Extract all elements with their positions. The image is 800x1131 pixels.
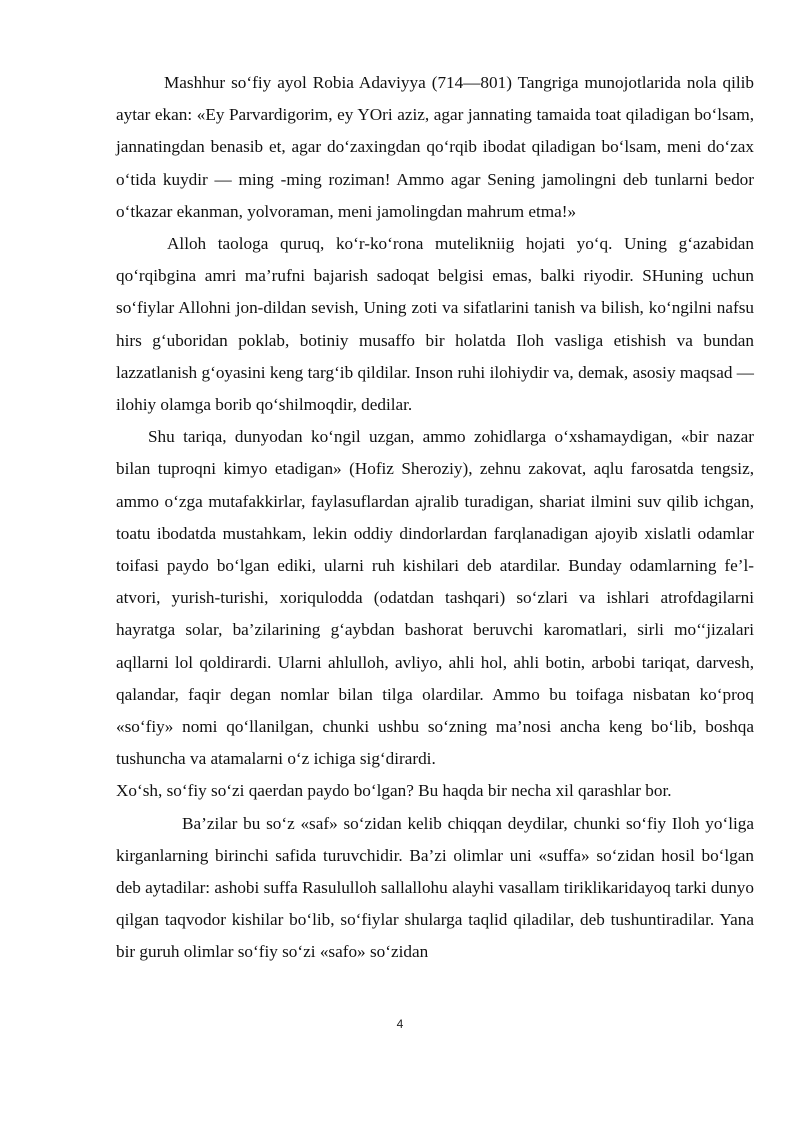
page-number: 4: [396, 1017, 404, 1031]
paragraph-robia-adaviyya: Mashhur so‘fiy ayol Robia Adaviyya (714—801) Tangriga munojotlarida nola qilib aytar ekan: «Ey Parvardigorim, ey YOri aziz, agar jannating tamaida toat qiladigan bo‘lsam, jannatingdan benasib et, agar do‘zaxingdan qo‘rqib ibodat qiladigan bo‘lsam, meni do‘zax o‘tida kuydir — ming -ming roziman! Ammo agar Sening jamolingni deb tunlarni bedor o‘tkazar ekanman, yolvoraman, meni jamolingdan mahrum etma!»: [116, 73, 754, 221]
paragraph-alloh-taologa: Alloh taologa quruq, ko‘r-ko‘rona mutelikniig hojati yo‘q. Uning g‘azabidan qo‘rqibgina amri ma’rufni bajarish sadoqat belgisi emas, balki riyodir. SHuning uchun so‘fiylar Allohni jon-dildan sevish, Uning zoti va sifatlarini tanish va bilish, ko‘ngilni nafsu hirs g‘uboridan poklab, botiniy musaffo bir holatda Iloh vasliga etishish va bundan lazzatlanish g‘oyasini keng targ‘ib qildilar. Inson ruhi ilohiydir va, demak, asosiy maqsad — ilohiy olamga borib qo‘shilmoqdir, dedilar.: [116, 234, 754, 415]
body-text: [116, 67, 754, 969]
paragraph-shu-tariqa: Shu tariqa, dunyodan ko‘ngil uzgan, ammo zohidlarga o‘xshamaydigan, «bir nazar bilan tuproqni kimyo etadigan» (Hofiz Sheroziy), zehnu zakovat, aqlu farosatda tengsiz, ammo o‘zga mutafakkirlar, faylasuflardan ajralib turadigan, shariat ilmini suv qilib ichgan, toatu ibodatda mustahkam, lekin oddiy dindorlardan farqlanadigan ajoyib xislatli odamlar toifasi paydo bo‘lgan ediki, ularni ruh kishilari deb atardilar. Bunday odamlarning fe’l-atvori, yurish-turishi, xoriqulodda (odatdan tashqari) so‘zlari va ishlari atrofdagilarni hayratga solar, ba’zilarining g‘aybdan bashorat beruvchi karomatlari, sirli mo‘‘jizalari aqllarni lol qoldirardi. Ularni ahlulloh, avliyo, ahli hol, ahli botin, arbobi tariqat, darvesh, qalandar, faqir degan nomlar bilan tilga olardilar. Ammo bu toifaga nisbatan ko‘proq «so‘fiy» nomi qo‘llanilgan, chunki ushbu so‘zning ma’nosi ancha keng bo‘lib, boshqa tushuncha va atamalarni o‘z ichiga sig‘dirardi.: [116, 427, 754, 769]
paragraph-xosh-sofiy: Xo‘sh, so‘fiy so‘zi qaerdan paydo bo‘lgan? Bu haqda bir necha xil qarashlar bor.: [116, 781, 672, 801]
paragraph-bazilar: Ba’zilar bu so‘z «saf» so‘zidan kelib chiqqan deydilar, chunki so‘fiy Iloh yo‘liga kirganlarning birinchi safida turuvchidir. Ba’zi olimlar uni «suffa» so‘zidan hosil bo‘lgan deb aytadilar: ashobi suffa Rasululloh sallallohu alayhi vasallam tiriklikaridayoq tarki dunyo qilgan taqvodor kishilar bo‘lib, so‘fiylar shularga taqlid qiladilar, deb tushuntiradilar. Yana bir guruh olimlar so‘fiy so‘zi «safo» so‘zidan: [116, 813, 754, 962]
